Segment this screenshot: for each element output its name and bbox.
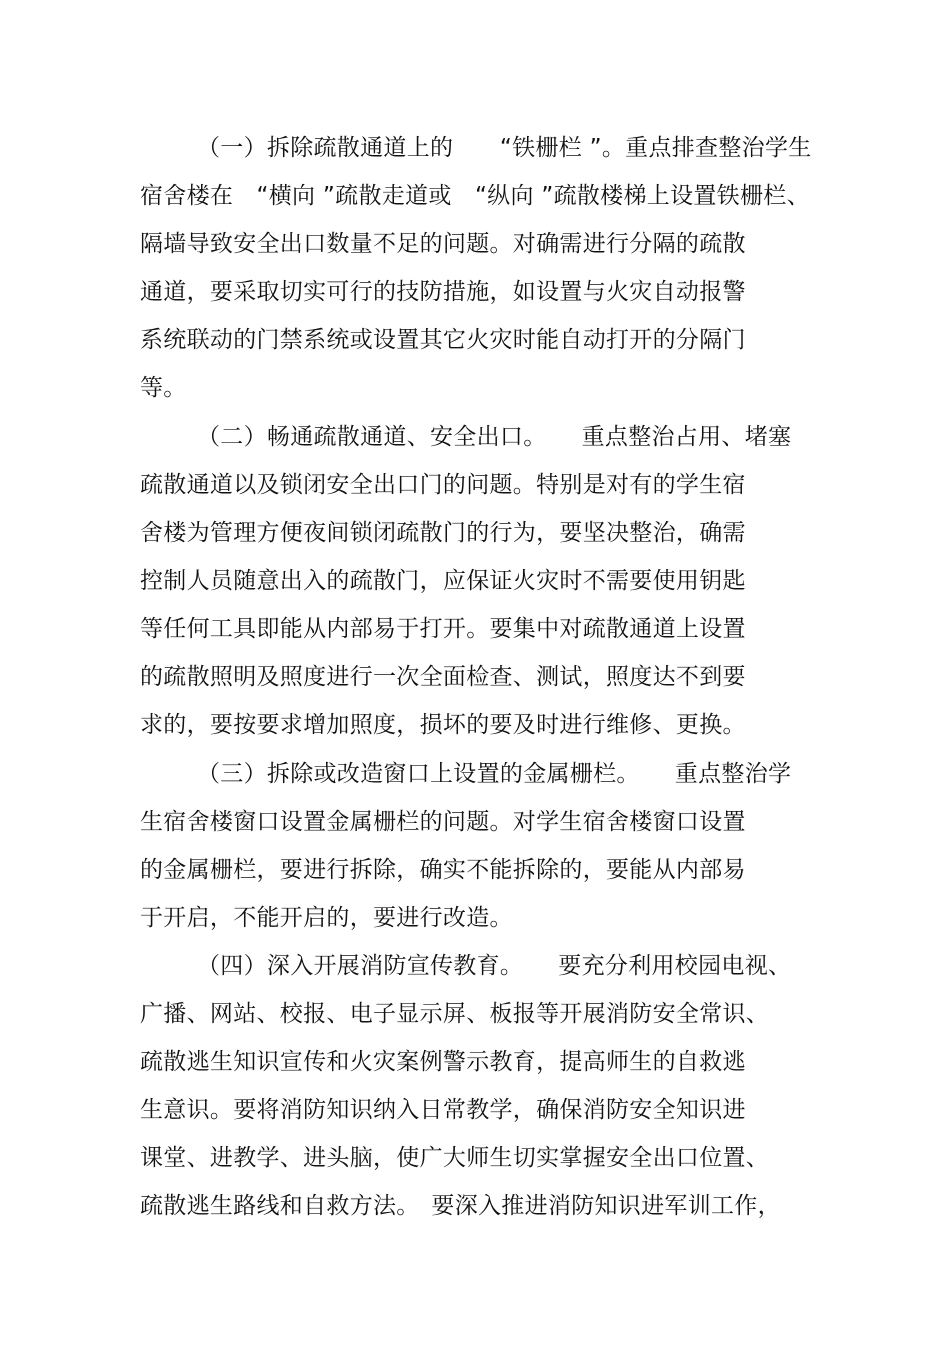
text-line: 课堂、进教学、进头脑，使广大师生切实掌握安全出口位置、: [140, 1145, 770, 1171]
text-line: （一）拆除疏散通道上的 “铁栅栏 ”。重点排查整治学生: [197, 135, 812, 161]
text-line: 于开启，不能开启的，要进行改造。: [140, 905, 513, 931]
text-line: 生宿舍楼窗口设置金属栅栏的问题。对学生宿舍楼窗口设置: [140, 809, 746, 835]
text-line: 的金属栅栏，要进行拆除，确实不能拆除的，要能从内部易: [140, 857, 746, 883]
text-line: 舍楼为管理方便夜间锁闭疏散门的行为，要坚决整治，确需: [140, 520, 746, 546]
text-line: （二）畅通疏散通道、安全出口。 重点整治占用、堵塞: [197, 424, 792, 450]
text-line: 求的，要按要求增加照度，损坏的要及时进行维修、更换。: [140, 712, 746, 738]
text-line: 等任何工具即能从内部易于打开。要集中对疏散通道上设置: [140, 616, 746, 642]
text-line: 疏散逃生路线和自救方法。 要深入推进消防知识进军训工作，: [140, 1193, 781, 1219]
text-line: 等。: [140, 375, 187, 401]
text-line: 疏散逃生知识宣传和火灾案例警示教育，提高师生的自救逃: [140, 1049, 746, 1075]
text-line: 系统联动的门禁系统或设置其它火灾时能自动打开的分隔门: [140, 327, 746, 353]
text-line: 隔墙导致安全出口数量不足的问题。对确需进行分隔的疏散: [140, 231, 746, 257]
text-line: 的疏散照明及照度进行一次全面检查、测试，照度达不到要: [140, 664, 746, 690]
text-line: 生意识。要将消防知识纳入日常教学，确保消防安全知识进: [140, 1097, 746, 1123]
text-line: （四）深入开展消防宣传教育。 要充分利用校园电视、: [197, 953, 792, 979]
text-line: 宿舍楼在 “横向 ”疏散走道或 “纵向 ”疏散楼梯上设置铁栅栏、: [140, 183, 810, 209]
text-line: （三）拆除或改造窗口上设置的金属栅栏。 重点整治学: [197, 761, 792, 787]
text-line: 通道，要采取切实可行的技防措施，如设置与火灾自动报警: [140, 279, 746, 305]
text-line: 控制人员随意出入的疏散门，应保证火灾时不需要使用钥匙: [140, 568, 746, 594]
text-line: 广播、网站、校报、电子显示屏、板报等开展消防安全常识、: [140, 1001, 770, 1027]
text-line: 疏散通道以及锁闭安全出口门的问题。特别是对有的学生宿: [140, 472, 746, 498]
